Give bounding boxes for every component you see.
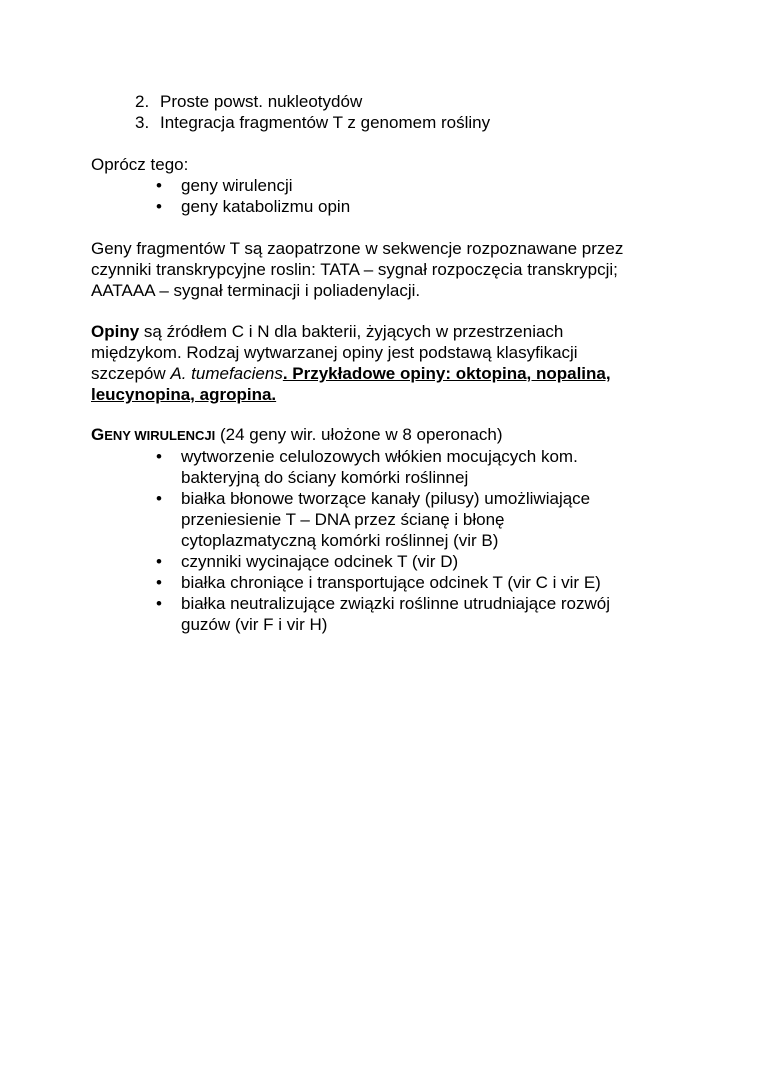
list-item — [91, 593, 691, 635]
opiny-bold: Opiny — [91, 322, 140, 341]
oprocz-section — [91, 154, 691, 217]
list-item — [91, 91, 691, 112]
paragraph-line: Geny fragmentów T są zaopatrzone w sekwencje rozpoznawane przez — [91, 239, 624, 258]
bullet-icon: • — [156, 552, 162, 571]
list-item — [91, 551, 691, 572]
paragraph-line — [91, 384, 691, 405]
paragraph-line — [91, 363, 691, 384]
list-item-line: białka błonowe tworzące kanały (pilusy) umożliwiające — [181, 489, 591, 508]
list-item-line: przeniesienie T – DNA przez ścianę i błonę — [181, 510, 505, 529]
section-heading — [91, 424, 691, 446]
list-item-line: cytoplazmatyczną komórki roślinnej (vir B) — [181, 531, 499, 550]
list-item-text: geny wirulencji — [181, 176, 293, 195]
bullet-icon: • — [156, 197, 162, 216]
bullet-icon: • — [156, 176, 162, 195]
list-item — [91, 446, 691, 488]
paragraph-line — [91, 321, 691, 342]
opiny-line3-prefix: szczepów — [91, 364, 171, 383]
species-name: A. tumefaciens — [170, 364, 283, 383]
list-item-text: Proste powst. nukleotydów — [160, 92, 363, 111]
list-item-line: białka neutralizujące związki roślinne utrudniające rozwój — [181, 594, 610, 613]
heading-first-letter: G — [91, 425, 105, 444]
list-item-line: czynniki wycinające odcinek T (vir D) — [181, 552, 459, 571]
opiny-line1: są źródłem C i N dla bakterii, żyjących w przestrzeniach — [139, 322, 564, 341]
list-item — [91, 196, 691, 217]
opiny-examples-cont: leucynopina, agropina. — [91, 385, 277, 404]
bullet-icon: • — [156, 573, 162, 592]
list-item — [91, 488, 691, 551]
oprocz-heading: Oprócz tego: — [91, 155, 189, 174]
list-item-line: guzów (vir F i vir H) — [181, 615, 328, 634]
geny-fragmentow-paragraph — [91, 238, 691, 301]
numbered-list — [91, 91, 691, 133]
list-item-line: białka chroniące i transportujące odcinek T (vir C i vir E) — [181, 573, 601, 592]
paragraph-line: czynniki transkrypcyjne roslin: TATA – sygnał rozpoczęcia transkrypcji; — [91, 260, 618, 279]
bullet-icon: • — [156, 594, 162, 613]
list-item-line: bakteryjną do ściany komórki roślinnej — [181, 468, 469, 487]
list-item-text: geny katabolizmu opin — [181, 197, 351, 216]
list-number: 3. — [135, 113, 150, 132]
list-item-line: wytworzenie celulozowych włókien mocujących kom. — [181, 447, 578, 466]
list-item — [91, 572, 691, 593]
list-item — [91, 112, 691, 133]
paragraph-line: AATAAA – sygnał terminacji i poliadenylacji. — [91, 281, 421, 300]
paragraph-line: międzykom. Rodzaj wytwarzanej opiny jest podstawą klasyfikacji — [91, 343, 578, 362]
bullet-icon: • — [156, 489, 162, 508]
list-item-text: Integracja fragmentów T z genomem rośliny — [160, 113, 491, 132]
opiny-paragraph — [91, 321, 691, 405]
geny-wirulencji-section — [91, 424, 691, 635]
opiny-examples: . Przykładowe opiny: oktopina, nopalina, — [282, 364, 611, 383]
list-number: 2. — [135, 92, 150, 111]
list-item — [91, 175, 691, 196]
heading-rest: ENY WIRULENCJI — [104, 428, 216, 443]
heading-suffix: (24 geny wir. ułożone w 8 operonach) — [215, 425, 503, 444]
bullet-icon: • — [156, 447, 162, 466]
